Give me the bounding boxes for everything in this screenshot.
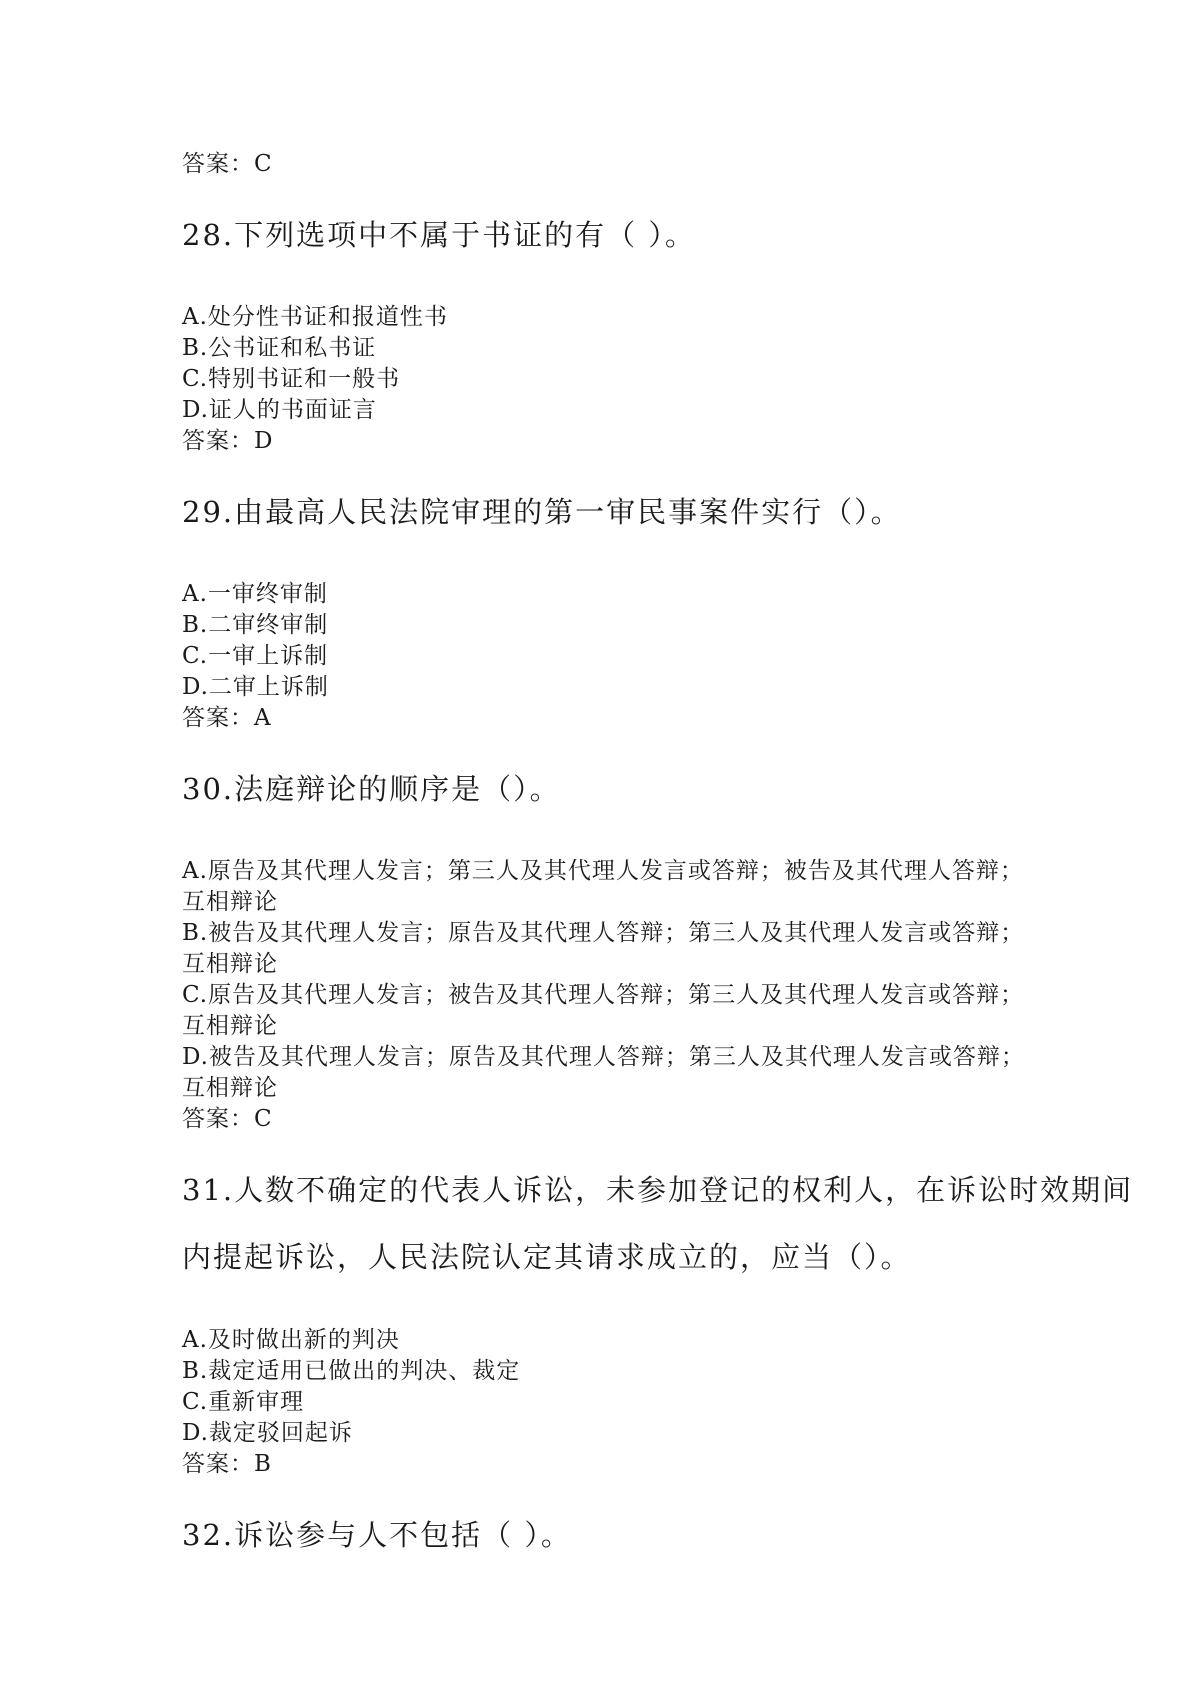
question-29-answer: 答案：A	[182, 705, 272, 731]
question-30-option-a-line1: A.原告及其代理人发言；第三人及其代理人发言或答辩；被告及其代理人答辩；	[182, 858, 1024, 884]
question-29-stem: 29.由最高人民法院审理的第一审民事案件实行（）。	[182, 495, 902, 529]
question-30-option-b-line2: 互相辩论	[182, 951, 278, 977]
question-28-option-a: A.处分性书证和报道性书	[182, 304, 448, 330]
question-31-option-d: D.裁定驳回起诉	[182, 1420, 353, 1446]
question-31-option-c: C.重新审理	[182, 1389, 305, 1415]
question-28-option-b: B.公书证和私书证	[182, 335, 377, 361]
question-30-answer: 答案：C	[182, 1106, 273, 1132]
question-28-option-d: D.证人的书面证言	[182, 397, 377, 423]
question-29-option-b: B.二审终审制	[182, 612, 329, 638]
question-30-option-c-line1: C.原告及其代理人发言；被告及其代理人答辩；第三人及其代理人发言或答辩；	[182, 982, 1025, 1008]
question-31-answer: 答案：B	[182, 1451, 272, 1477]
question-28-option-c: C.特别书证和一般书	[182, 366, 401, 392]
question-30-option-b-line1: B.被告及其代理人发言；原告及其代理人答辩；第三人及其代理人发言或答辩；	[182, 920, 1025, 946]
question-30-option-c-line2: 互相辩论	[182, 1013, 278, 1039]
question-28-stem: 28.下列选项中不属于书证的有（ ）。	[182, 218, 696, 252]
question-31-stem-line2: 内提起诉讼，人民法院认定其请求成立的，应当（）。	[182, 1240, 912, 1274]
question-29-option-d: D.二审上诉制	[182, 674, 329, 700]
question-29-option-a: A.一审终审制	[182, 581, 328, 607]
question-30-option-a-line2: 互相辩论	[182, 889, 278, 915]
question-30-option-d-line1: D.被告及其代理人发言；原告及其代理人答辩；第三人及其代理人发言或答辩；	[182, 1044, 1025, 1070]
question-32-stem: 32.诉讼参与人不包括（ ）。	[182, 1518, 572, 1552]
question-31-option-a: A.及时做出新的判决	[182, 1327, 400, 1353]
question-31-option-b: B.裁定适用已做出的判决、裁定	[182, 1358, 521, 1384]
question-28-answer: 答案：D	[182, 428, 274, 454]
question-29-option-c: C.一审上诉制	[182, 643, 329, 669]
question-31-stem-line1: 31.人数不确定的代表人诉讼，未参加登记的权利人，在诉讼时效期间	[182, 1173, 1134, 1207]
question-30-stem: 30.法庭辩论的顺序是（）。	[182, 772, 561, 806]
question-30-option-d-line2: 互相辩论	[182, 1075, 278, 1101]
answer-27: 答案：C	[182, 151, 273, 177]
